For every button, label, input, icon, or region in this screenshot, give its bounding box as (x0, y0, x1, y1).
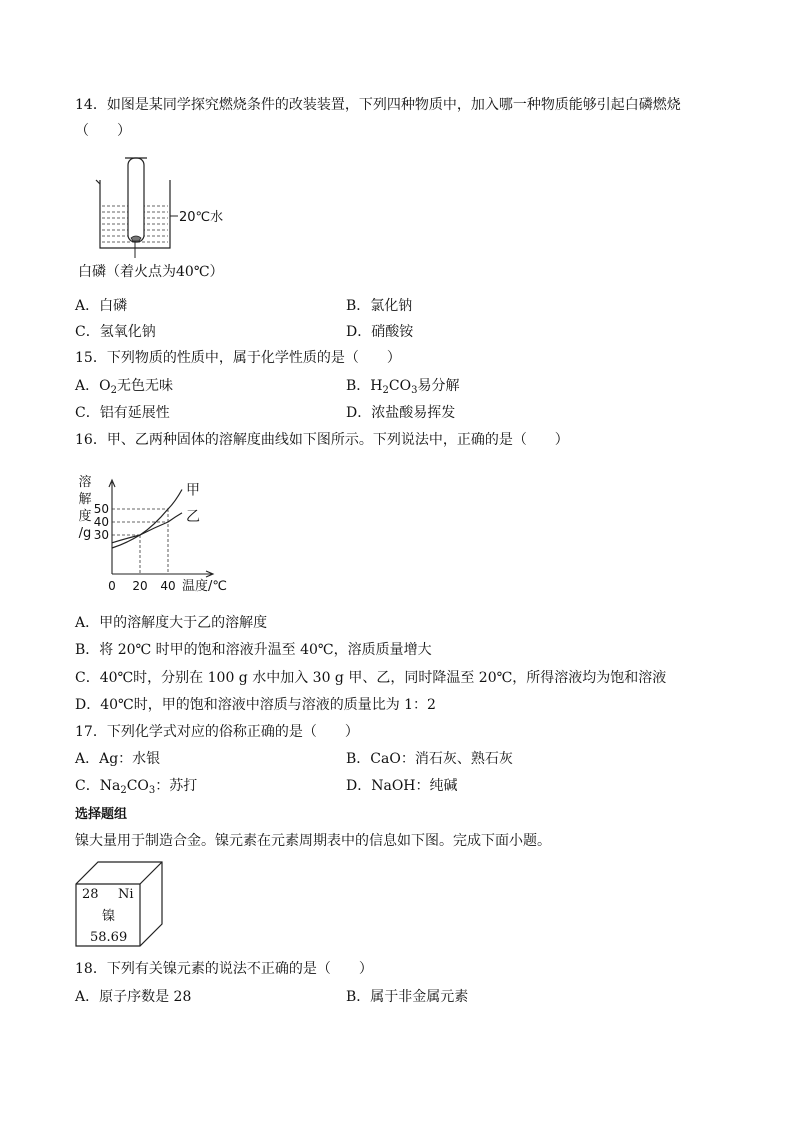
element-symbol: Ni (118, 887, 134, 902)
water-label: 20℃水 (179, 210, 224, 225)
q14-stem: 14．如图是某同学探究燃烧条件的改装装置，下列四种物质中，加入哪一种物质能够引起白磷燃烧 (75, 97, 681, 113)
y-axis-label-char: 解 (78, 492, 92, 507)
q18-option-b[interactable]: B．属于非金属元素 (346, 989, 469, 1005)
q18-stem: 18．下列有关镍元素的说法不正确的是（ ） (75, 961, 373, 977)
solubility-chart (70, 470, 240, 595)
q17-option-c[interactable]: C．$Na_2CO_3$：苏打 (75, 778, 198, 796)
legend-yi: 乙 (186, 508, 200, 525)
q16-option-d[interactable]: D．40℃时，甲的饱和溶液中溶质与溶液的质量比为 1：2 (75, 697, 436, 713)
q15-option-a[interactable]: A．$O_2$无色无味 (75, 378, 173, 396)
y-axis-label-char: 度 (78, 509, 92, 524)
element-atomic-number: 28 (82, 887, 99, 902)
q17-option-d[interactable]: D．NaOH：纯碱 (346, 778, 458, 794)
q17-option-b[interactable]: B．CaO：消石灰、熟石灰 (346, 751, 513, 767)
y-axis-label-char: 溶 (78, 475, 92, 490)
x-tick-label: 40 (160, 579, 176, 593)
q14-option-d[interactable]: D．硝酸铵 (346, 324, 414, 340)
white-phosphorus (131, 236, 141, 241)
group-intro: 镍大量用于制造合金。镍元素在元素周期表中的信息如下图。完成下面小题。 (75, 833, 551, 849)
x-tick-label: 0 (108, 579, 116, 593)
q14-option-b[interactable]: B．氯化钠 (346, 298, 413, 314)
y-axis-label-char: /g (78, 526, 92, 541)
phosphorus-label: 白磷（着火点为40℃） (78, 264, 224, 280)
x-axis-label: 温度/℃ (182, 579, 227, 594)
q16-stem: 16．甲、乙两种固体的溶解度曲线如下图所示。下列说法中，正确的是（ ） (75, 432, 569, 448)
q14-option-c[interactable]: C．氢氧化钠 (75, 324, 156, 340)
q16-option-c[interactable]: C．40℃时，分别在 100 g 水中加入 30 g 甲、乙，同时降温至 20℃，所得溶液均为饱和溶液 (75, 670, 667, 686)
y-tick-label: 30 (93, 528, 109, 542)
group-title: 选择题组 (75, 807, 128, 822)
q15-option-d[interactable]: D．浓盐酸易挥发 (346, 405, 456, 421)
q18-option-a[interactable]: A．原子序数是 28 (75, 989, 192, 1005)
q16-option-b[interactable]: B．将 20℃ 时甲的饱和溶液升温至 40℃，溶质质量增大 (75, 642, 432, 658)
q17-stem: 17．下列化学式对应的俗称正确的是（ ） (75, 724, 359, 740)
q17-option-a[interactable]: A．Ag：水银 (75, 751, 161, 767)
legend-jia: 甲 (186, 482, 200, 499)
q14-answer-paren: （ ） (75, 123, 131, 139)
element-atomic-mass: 58.69 (90, 930, 128, 945)
q16-option-a[interactable]: A．甲的溶解度大于乙的溶解度 (75, 615, 268, 631)
element-name: 镍 (102, 909, 116, 924)
x-tick-label: 20 (132, 579, 148, 593)
y-tick-label: 50 (93, 502, 109, 516)
q15-stem: 15．下列物质的性质中，属于化学性质的是（ ） (75, 350, 401, 366)
curve-yi (112, 513, 182, 543)
test-tube (128, 158, 144, 242)
q15-option-c[interactable]: C．铝有延展性 (75, 405, 170, 421)
y-tick-label: 40 (93, 515, 109, 529)
q15-option-b[interactable]: B．$H_2CO_3$易分解 (346, 378, 460, 396)
q14-option-a[interactable]: A．白磷 (75, 298, 128, 314)
